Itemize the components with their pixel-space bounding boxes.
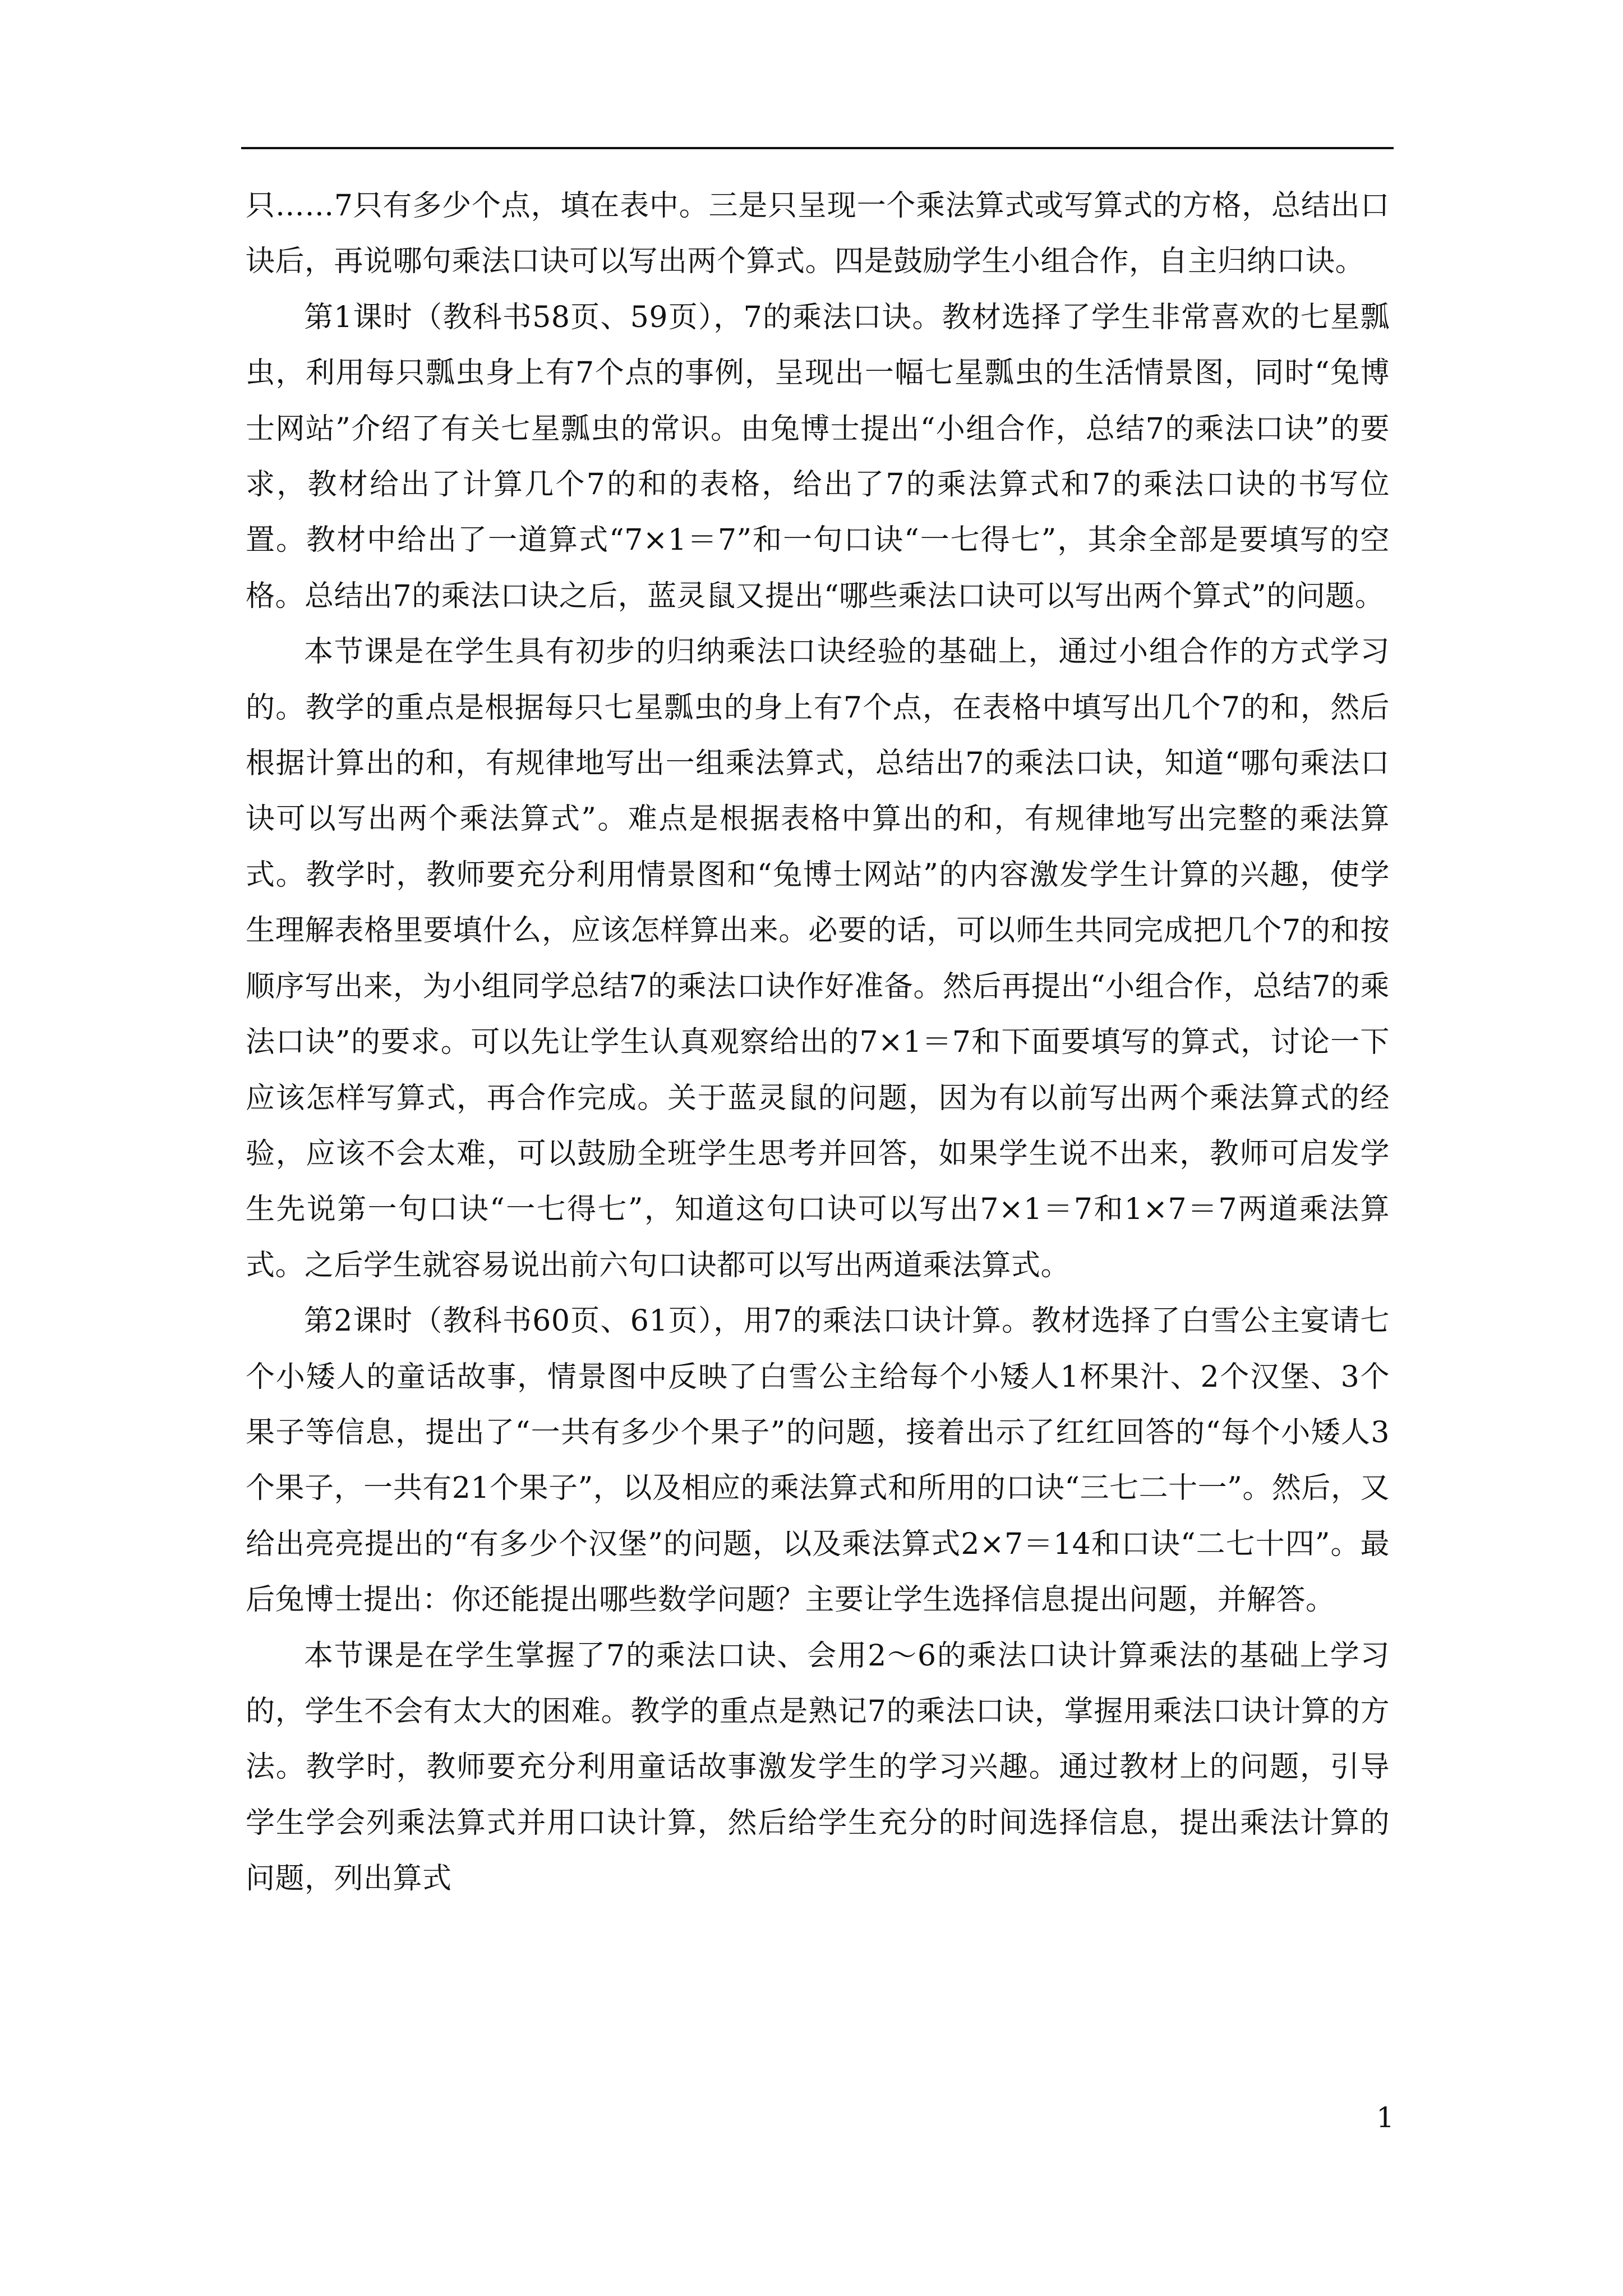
header-rule: [241, 147, 1394, 149]
page-number: 1: [1376, 2101, 1394, 2134]
paragraph-2: 第1课时（教科书58页、59页），7的乘法口诀。教材选择了学生非常喜欢的七星瓢虫，利用每只瓢虫身上有7个点的事例，呈现出一幅七星瓢虫的生活情景图，同时“兔博士网站”介绍了有关七星瓢虫的常识。由兔博士提出“小组合作，总结7的乘法口诀”的要求，教材给出了计算几个7的和的表格，给出了7的乘法算式和7的乘法口诀的书写位置。教材中给出了一道算式“7×1＝7”和一句口诀“一七得七”，其余全部是要填写的空格。总结出7的乘法口诀之后，蓝灵鼠又提出“哪些乘法口诀可以写出两个算式”的问题。: [246, 300, 1390, 613]
paragraph-1: 只……7只有多少个点，填在表中。三是只呈现一个乘法算式或写算式的方格，总结出口诀后，再说哪句乘法口诀可以写出两个算式。四是鼓励学生小组合作，自主归纳口诀。: [246, 189, 1390, 279]
document-body: [246, 178, 1390, 1907]
paragraph-5: 本节课是在学生掌握了7的乘法口诀、会用2～6的乘法口诀计算乘法的基础上学习的，学生不会有太大的困难。教学的重点是熟记7的乘法口诀，掌握用乘法口诀计算的方法。教学时，教师要充分利用童话故事激发学生的学习兴趣。通过教材上的问题，引导学生学会列乘法算式并用口诀计算，然后给学生充分的时间选择信息，提出乘法计算的问题，列出算式: [246, 1639, 1390, 1896]
paragraph-4: 第2课时（教科书60页、61页），用7的乘法口诀计算。教材选择了白雪公主宴请七个小矮人的童话故事，情景图中反映了白雪公主给每个小矮人1杯果汁、2个汉堡、3个果子等信息，提出了“一共有多少个果子”的问题，接着出示了红红回答的“每个小矮人3个果子，一共有21个果子”，以及相应的乘法算式和所用的口诀“三七二十一”。然后，又给出亮亮提出的“有多少个汉堡”的问题，以及乘法算式2×7＝14和口诀“二七十四”。最后兔博士提出：你还能提出哪些数学问题？主要让学生选择信息提出问题，并解答。: [246, 1304, 1390, 1617]
paragraph-3: 本节课是在学生具有初步的归纳乘法口诀经验的基础上，通过小组合作的方式学习的。教学的重点是根据每只七星瓢虫的身上有7个点，在表格中填写出几个7的和，然后根据计算出的和，有规律地写出一组乘法算式，总结出7的乘法口诀，知道“哪句乘法口诀可以写出两个乘法算式”。难点是根据表格中算出的和，有规律地写出完整的乘法算式。教学时，教师要充分利用情景图和“兔博士网站”的内容激发学生计算的兴趣，使学生理解表格里要填什么，应该怎样算出来。必要的话，可以师生共同完成把几个7的和按顺序写出来，为小组同学总结7的乘法口诀作好准备。然后再提出“小组合作，总结7的乘法口诀”的要求。可以先让学生认真观察给出的7×1＝7和下面要填写的算式，讨论一下应该怎样写算式，再合作完成。关于蓝灵鼠的问题，因为有以前写出两个乘法算式的经验，应该不会太难，可以鼓励全班学生思考并回答，如果学生说不出来，教师可启发学生先说第一句口诀“一七得七”，知道这句口诀可以写出7×1＝7和1×7＝7两道乘法算式。之后学生就容易说出前六句口诀都可以写出两道乘法算式。: [246, 635, 1390, 1282]
